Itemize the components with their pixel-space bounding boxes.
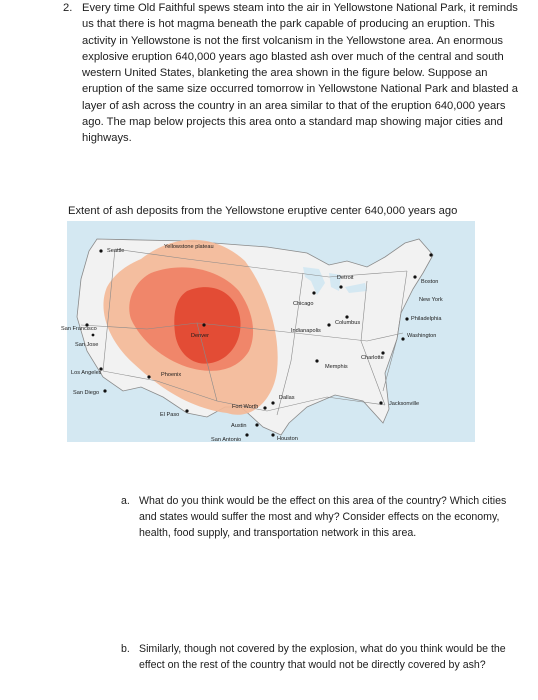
subquestion-b-letter: b. <box>121 643 130 655</box>
question-number: 2. <box>63 2 73 14</box>
figure-caption: Extent of ash deposits from the Yellowstone eruptive center 640,000 years ago <box>68 205 458 217</box>
subquestion-a-letter: a. <box>121 495 130 507</box>
ash-deposit-map <box>61 221 475 443</box>
city-denver: Denver <box>191 333 210 339</box>
city-jacksonville: Jacksonville <box>389 401 420 407</box>
city-san-francisco: San Francisco <box>61 326 97 332</box>
city-san-diego: San Diego <box>73 390 100 396</box>
city-columbus: Columbus <box>335 320 361 326</box>
city-el-paso: El Paso <box>160 412 180 418</box>
question-2 <box>63 0 522 147</box>
subquestion-a <box>121 493 519 541</box>
city-phoenix: Phoenix <box>161 372 182 378</box>
yellowstone-label: Yellowstone plateau <box>164 244 214 250</box>
question-text: Every time Old Faithful spews steam into the air in Yellowstone National Park, it reminds us that there is hot magma beneath the park capable of producing an eruption. This activity in Yellowstone is not the first volcanism in the Yellowstone area. An enormous explosive eruption 640,000 years ago blasted ash over much of the central and south western United States, blanketing the area shown in the figure below. Suppose an eruption of the same size occurred tomorrow in Yellowstone National Park and blasted a layer of ash across the country in an area similar to that of the eruption 640,000 years ago. The map below projects this area onto a standard map showing major cities and highways. <box>82 2 518 145</box>
city-seattle: Seattle <box>107 248 125 254</box>
subquestion-a-text: What do you think would be the effect on this area of the country? Which cities and states would suffer the most and why? Consider effects on the economy, health, food supply, and transportation network in this area. <box>139 495 507 539</box>
city-fort-worth: Fort Worth <box>232 404 259 410</box>
city-san-jose: San Jose <box>75 342 99 348</box>
subquestion-b-text: Similarly, though not covered by the explosion, what do you think would be the effect on the rest of the country that would not be directly covered by ash? <box>139 643 506 671</box>
city-washington: Washington <box>407 333 437 339</box>
city-los-angeles: Los Angeles <box>71 370 102 376</box>
city-chicago: Chicago <box>293 301 314 307</box>
city-houston: Houston <box>277 436 298 442</box>
city-detroit: Detroit <box>337 275 354 281</box>
city-indianapolis: Indianapolis <box>291 328 321 334</box>
city-new-york: New York <box>419 297 443 303</box>
city-boston: Boston <box>421 279 439 285</box>
city-philadelphia: Philadelphia <box>411 316 442 322</box>
city-dallas: Dallas <box>279 395 295 401</box>
city-austin: Austin <box>231 423 247 429</box>
city-memphis: Memphis <box>325 364 348 370</box>
subquestion-b <box>121 641 519 673</box>
city-charlotte: Charlotte <box>361 355 384 361</box>
city-san-antonio: San Antonio <box>211 437 242 443</box>
